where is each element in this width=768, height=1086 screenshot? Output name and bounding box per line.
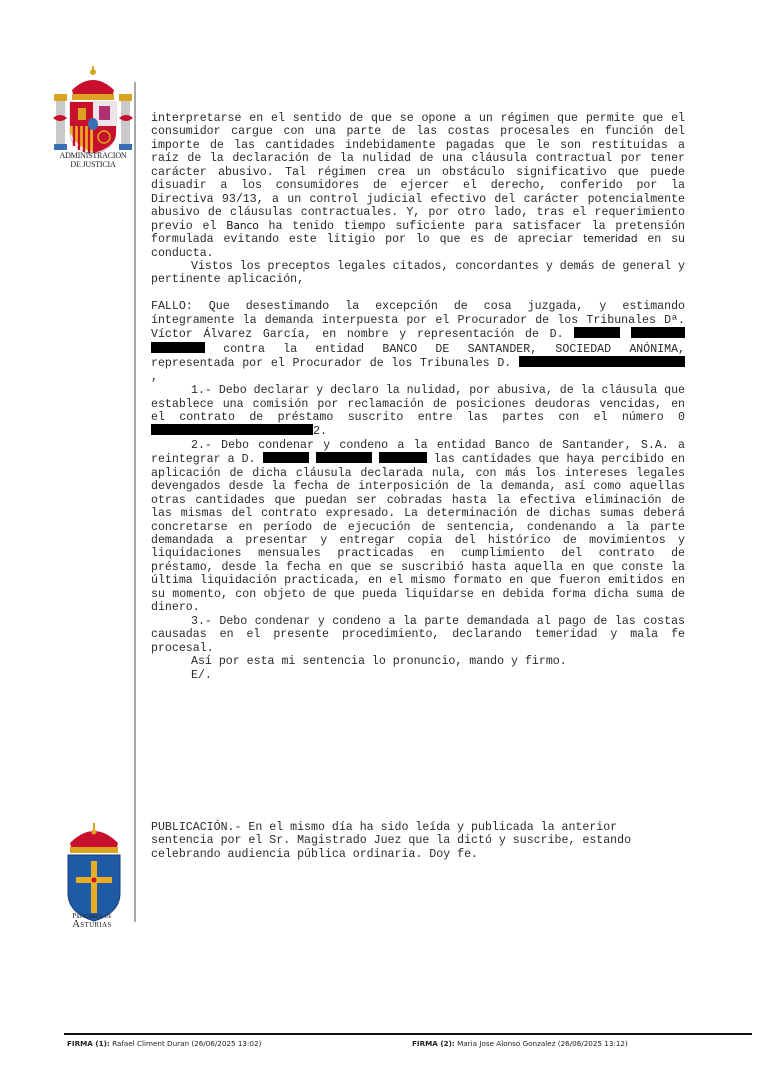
paragraph-vistos: Vistos los preceptos legales citados, concordantes y demás de general y pertinente aplicación, (151, 259, 685, 287)
paragraph-item-3: 3.- Debo condenar y condeno a la parte demandada al pago de las costas causadas en el presente procedimiento, declarando temeridad y mala fe procesal. (151, 614, 685, 655)
principado-asturias-caption (52, 911, 132, 929)
margin-divider (134, 82, 136, 922)
redaction-block (263, 452, 309, 463)
administracion-justicia-caption (48, 151, 138, 169)
footer-divider (64, 1033, 752, 1035)
redaction-block (379, 452, 427, 463)
redaction-block (151, 342, 205, 353)
publicacion-paragraph: PUBLICACIÓN.- En el mismo día ha sido leída y publicada la anterior sentencia por el Sr. Magistrado Juez que la dictó y suscribe, estando celebrando audiencia pública ordinaria. Doy fe. (151, 821, 632, 861)
caption-line-2: Asturias (72, 919, 112, 930)
sentence-body (151, 112, 685, 682)
signature-1 (67, 1039, 261, 1048)
redaction-block (631, 327, 685, 338)
caption-line-1: Principado de (72, 911, 112, 920)
paragraph-item-1: 1.- Debo declarar y declaro la nulidad, por abusiva, de la cláusula que establece una comisión por reclamación de posiciones deudoras vencidas, en el contrato de préstamo suscrito entre las partes con el número 02. (151, 384, 685, 439)
signature-2-label: FIRMA (2): (412, 1039, 455, 1048)
paragraph-closing: Así por esta mi sentencia lo pronuncio, mando y firmo. (191, 655, 567, 669)
temeridad-word: temeridad (583, 233, 638, 246)
paragraph-reasoning: interpretarse en el sentido de que se opone a un régimen que permite que el consumidor cargue con una parte de las costas procesales en función del importe de las cantidades indebidamente pagadas que le son restituidas a raíz de la declaración de la nulidad de una cláusula contractual por tener carácter abusivo. Tal régimen crea un obstáculo significativo que puede disuadir a los consumidores de ejercer el derecho, conferido por la Directiva 93/13, a un control judicial efectivo del carácter potencialmente abusivo de cláusulas contractuales. Y, por otro lado, tras el requerimiento previo el Banco ha tenido tiempo suficiente para satisfacer la pretensión formulada evitando este litigio por lo que es de apreciar temeridad en su conducta. (151, 112, 686, 260)
redaction-block (316, 452, 372, 463)
paragraph-ef: E/. (191, 668, 212, 682)
signature-2-value: Maria Jose Alonso Gonzalez (26/06/2025 13:12) (457, 1039, 628, 1048)
redaction-block (574, 327, 620, 338)
signature-1-value: Rafael Climent Duran (26/06/2025 13:02) (112, 1039, 262, 1048)
signature-1-label: FIRMA (1): (67, 1039, 110, 1048)
caption-line-1: ADMINISTRACION (59, 151, 127, 160)
paragraph-item-2: 2.- Debo condenar y condeno a la entidad Banco de Santander, S.A. a reintegrar a D. las cantidades que haya percibido en aplicación de dicha cláusula declarada nula, con más los intereses legales devengados desde la fecha de interposición de la demanda, así como aquellas otras cantidades que puedan ser cobradas hasta la efectiva eliminación de las mismas del contrato expresado. La determinación de dichas sumas deberá concretarse en período de ejecución de sentencia, condenando a la parte demandada a presentar y entregar copia del histórico de movimientos y liquidaciones mensuales practicadas en cumplimiento del contrato de préstamo, desde la fecha en que se suscribió hasta aquella en que conste la última liquidación practicada, en el mismo formato en que fueron emitidos en su momento, con objeto de que pueda liquidarse en debida forma dicha suma de dinero. (151, 438, 685, 615)
redaction-block (519, 356, 685, 367)
redaction-block (151, 424, 313, 435)
caption-line-2: DE JUSTICIA (70, 160, 116, 169)
paragraph-fallo: FALLO: Que desestimando la excepción de cosa juzgada, y estimando íntegramente la demanda interpuesta por el Procurador de los Tribunales Dª. Víctor Álvarez García, en nombre y representación de D. contra la entidad BANCO DE SANTANDER, SOCIEDAD ANÓNIMA, representada por el Procurador de los Tribunales D. , (151, 300, 685, 384)
banco-word: Banco (226, 219, 259, 232)
signature-2 (412, 1039, 628, 1048)
